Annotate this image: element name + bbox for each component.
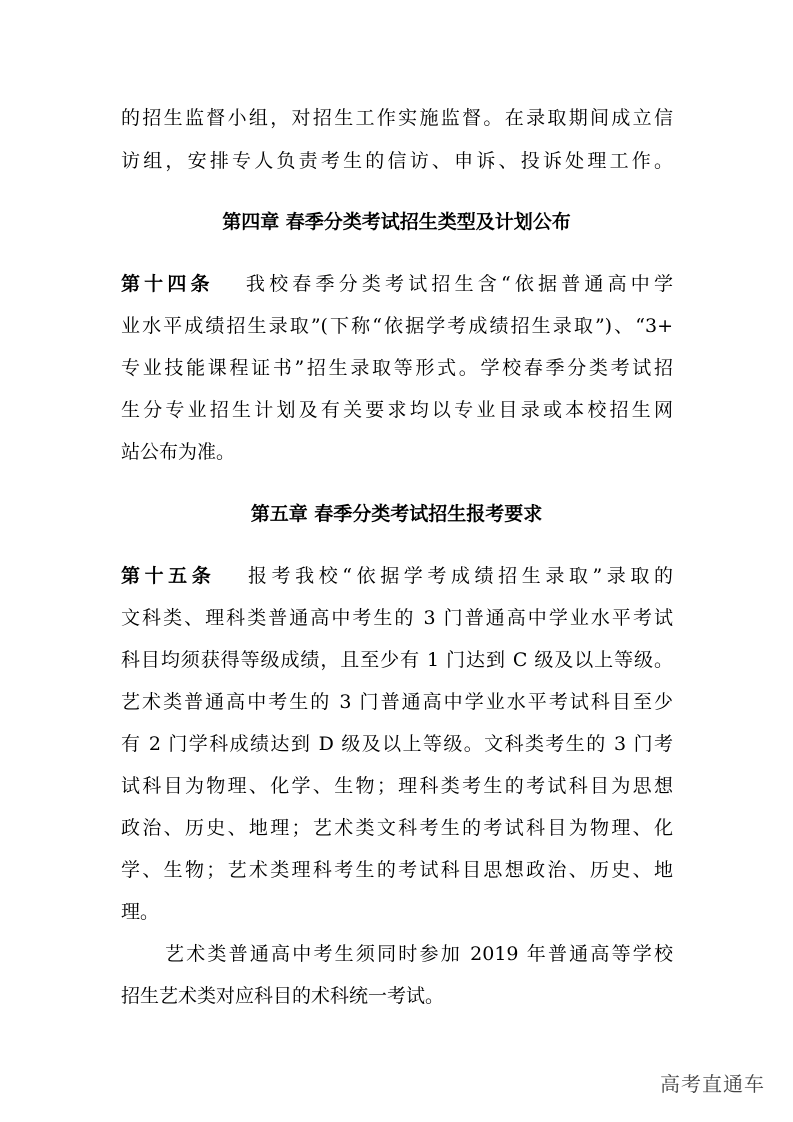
body-line: 生分专业招生计划及有关要求均以专业目录或本校招生网	[121, 399, 673, 421]
watermark-text: 高考直通车	[660, 1072, 765, 1096]
body-line: 招生艺术类对应科目的术科统一考试。	[121, 985, 445, 1007]
chapter-4-heading: 第四章 春季分类考试招生类型及计划公布	[222, 211, 571, 233]
body-line: 理。	[121, 901, 160, 923]
article-14-first-line	[121, 272, 673, 296]
body-line: 科目均须获得等级成绩，且至少有 1 门达到 C 级及以上等级。	[121, 649, 673, 671]
article-14-first-text: 我校春季分类考试招生含“依据普通高中学	[241, 273, 673, 295]
article-15-first-text: 报考我校“依据学考成绩招生录取”录取的	[243, 565, 673, 587]
body-line: 学、生物；艺术类理科考生的考试科目思想政治、历史、地	[121, 859, 673, 881]
body-line: 艺术类普通高中考生的 3 门普通高中学业水平考试科目至少	[121, 691, 673, 713]
body-line: 专业技能课程证书”招生录取等形式。学校春季分类考试招	[121, 357, 673, 379]
article-15-label: 第十五条	[121, 565, 216, 587]
body-line: 站公布为准。	[121, 441, 236, 463]
article-15-first-line	[121, 564, 673, 588]
body-line: 有 2 门学科成绩达到 D 级及以上等级。文科类考生的 3 门考	[121, 733, 673, 755]
body-line: 艺术类普通高中考生须同时参加 2019 年普通高等学校	[165, 943, 673, 965]
body-line: 访组，安排专人负责考生的信访、申诉、投诉处理工作。	[121, 150, 673, 172]
body-line: 试科目为物理、化学、生物；理科类考生的考试科目为思想	[121, 775, 673, 797]
body-line: 政治、历史、地理；艺术类文科考生的考试科目为物理、化	[121, 817, 673, 839]
body-line: 业水平成绩招生录取”(下称“依据学考成绩招生录取”)、“3+	[121, 315, 673, 337]
body-line: 的招生监督小组，对招生工作实施监督。在录取期间成立信	[121, 107, 673, 129]
chapter-5-heading: 第五章 春季分类考试招生报考要求	[250, 503, 543, 525]
article-14-label: 第十四条	[121, 273, 214, 295]
body-line: 文科类、理科类普通高中考生的 3 门普通高中学业水平考试	[121, 607, 673, 629]
